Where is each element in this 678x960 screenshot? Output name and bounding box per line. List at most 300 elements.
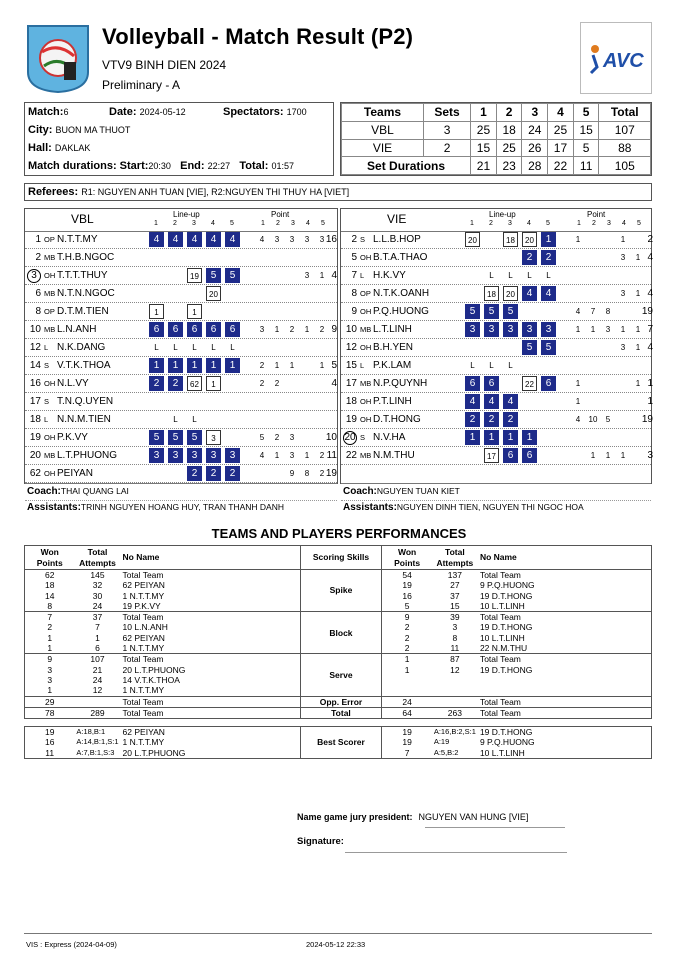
set-point-value: 10 bbox=[588, 415, 598, 424]
player-number: 20 bbox=[29, 450, 41, 461]
lineup-cell: 1 bbox=[225, 358, 240, 373]
lineup-cell: 1 bbox=[484, 430, 499, 445]
lineup-cell: 1 bbox=[206, 376, 221, 391]
player-row bbox=[341, 321, 651, 339]
jury-president bbox=[297, 812, 528, 823]
player-row bbox=[25, 429, 337, 447]
player-total-points: 9 bbox=[331, 324, 337, 335]
player-name-cell: 1 N.T.T.MY bbox=[121, 685, 301, 696]
lineup-cell: 1 bbox=[503, 430, 518, 445]
lineup-cell: 19 bbox=[187, 268, 202, 283]
player-name-cell: 20 L.T.PHUONG bbox=[121, 665, 301, 675]
team-name: VBL bbox=[71, 212, 94, 226]
player-total-points: 19 bbox=[641, 414, 653, 425]
attempts-header: Total Attempts bbox=[432, 546, 478, 570]
opp-error-row bbox=[25, 696, 652, 707]
sets-header-row bbox=[342, 104, 651, 122]
lineup-cells bbox=[465, 268, 570, 284]
lineup-cell: 5 bbox=[168, 430, 183, 445]
lineup-cell: 6 bbox=[465, 376, 480, 391]
avc-logo-text: AVC bbox=[603, 50, 644, 72]
player-position: MB bbox=[44, 253, 56, 262]
start-time: 20:30 bbox=[148, 161, 171, 171]
lineup-cell: 5 bbox=[503, 304, 518, 319]
player-name: H.K.VY bbox=[373, 270, 406, 281]
player-position: S bbox=[44, 361, 50, 370]
best-scorer-points: 19 bbox=[402, 737, 412, 748]
won-points-cell: 5 bbox=[382, 601, 432, 612]
lineup-cell: 5 bbox=[149, 430, 164, 445]
lineup-cell: 4 bbox=[206, 232, 221, 247]
sets-cell: 15 bbox=[573, 121, 599, 139]
player-number: 10 bbox=[29, 324, 41, 335]
lineup-cell: 6 bbox=[541, 376, 556, 391]
lineup-set-number: 1 bbox=[154, 220, 158, 227]
city-value: BUON MA THUOT bbox=[55, 125, 131, 135]
performance-title: TEAMS AND PLAYERS PERFORMANCES bbox=[211, 526, 467, 541]
won-points-cell: 16 bbox=[402, 590, 412, 601]
player-position: L bbox=[44, 415, 49, 424]
lineup-cell: L bbox=[546, 271, 551, 280]
player-number: 1 bbox=[35, 234, 41, 245]
sets-cell: VBL bbox=[342, 121, 424, 139]
roster-header bbox=[341, 209, 651, 231]
player-position: MB bbox=[360, 325, 372, 334]
player-position: OP bbox=[44, 235, 55, 244]
coach-name: THAI QUANG LAI bbox=[60, 486, 129, 496]
set-point-value: 3 bbox=[304, 271, 310, 280]
jury-value: NGUYEN VAN HUNG [VIE] bbox=[418, 812, 529, 822]
attempts-cell bbox=[74, 696, 120, 707]
lineup-cell: 20 bbox=[465, 232, 480, 247]
won-points-cell: 62 bbox=[25, 570, 75, 581]
assistants-names: TRINH NGUYEN HOANG HUY, TRAN THANH DANH bbox=[80, 502, 284, 512]
lineup-cell: 1 bbox=[187, 358, 202, 373]
hall-label: Hall: bbox=[28, 142, 52, 154]
player-number: 15 bbox=[345, 360, 357, 371]
lineup-cells bbox=[465, 376, 570, 392]
won-points-cell: 54 bbox=[402, 570, 412, 580]
won-points-header: Won Points bbox=[382, 546, 432, 570]
player-row bbox=[341, 339, 651, 357]
jury-label: Name game jury president: bbox=[297, 812, 413, 822]
lineup-cell: 3 bbox=[484, 322, 499, 337]
team-name: VIE bbox=[387, 212, 407, 226]
attempts-cell: 87 bbox=[450, 654, 460, 665]
attempts-cell: 32 bbox=[92, 580, 103, 591]
set-point-value: 3 bbox=[620, 253, 626, 262]
attempts-cell: 1 bbox=[95, 632, 100, 643]
attempts-cell: 21 bbox=[92, 664, 103, 675]
set-point-value: 3 bbox=[289, 235, 295, 244]
point-set-number: 2 bbox=[276, 220, 280, 227]
player-total-points: 1 bbox=[647, 378, 653, 389]
player-name: N.V.HA bbox=[373, 432, 406, 443]
won-points-cell: 1 bbox=[25, 685, 75, 696]
scoring-skill-label: Serve bbox=[300, 654, 382, 696]
player-name: N.T.T.MY bbox=[57, 234, 98, 245]
player-name-cell: 10 L.T.LINH bbox=[478, 633, 652, 643]
player-row bbox=[25, 357, 337, 375]
won-points-cell: 78 bbox=[25, 707, 75, 718]
point-set-number: 2 bbox=[592, 220, 596, 227]
scoring-skill-label: Total bbox=[300, 707, 382, 718]
player-number: 7 bbox=[351, 270, 357, 281]
player-number: 9 bbox=[351, 306, 357, 317]
set-point-value: 4 bbox=[575, 415, 581, 424]
assistants-divider bbox=[341, 500, 651, 501]
set-point-value: 1 bbox=[635, 253, 641, 262]
won-points-cell: 1 bbox=[25, 643, 75, 654]
lineup-cells bbox=[149, 340, 254, 356]
won-points-cell: 64 bbox=[382, 707, 432, 718]
player-name-cell: Total Team bbox=[121, 696, 301, 707]
lineup-cell: 5 bbox=[206, 268, 221, 283]
player-name-cell: Total Team bbox=[478, 654, 652, 665]
sets-cell: VIE bbox=[342, 139, 424, 157]
player-name: N.N.M.TIEN bbox=[57, 414, 111, 425]
point-set-number: 1 bbox=[577, 220, 581, 227]
player-position: L bbox=[360, 361, 365, 370]
sets-header-cell: Sets bbox=[424, 104, 471, 122]
set-point-value: 4 bbox=[575, 307, 581, 316]
player-row bbox=[341, 375, 651, 393]
player-row bbox=[341, 267, 651, 285]
player-number: 19 bbox=[345, 414, 357, 425]
sets-cell: 2 bbox=[424, 139, 471, 157]
lineup-cell: 2 bbox=[225, 466, 240, 481]
player-number: 14 bbox=[29, 360, 41, 371]
point-set-number: 5 bbox=[321, 220, 325, 227]
lineup-cell: L bbox=[192, 415, 197, 424]
player-number: 2 bbox=[351, 234, 357, 245]
coach-divider bbox=[341, 483, 651, 484]
best-scorer-name: 9 P.Q.HUONG bbox=[478, 737, 652, 747]
lineup-cell: 6 bbox=[484, 376, 499, 391]
lineup-cells bbox=[465, 322, 570, 338]
set-point-value: 1 bbox=[274, 361, 280, 370]
player-position: MB bbox=[360, 379, 372, 388]
assistants-line bbox=[343, 502, 584, 513]
total-label: Total: bbox=[239, 160, 269, 172]
match-info-box bbox=[24, 102, 334, 176]
set-point-value: 1 bbox=[635, 289, 641, 298]
lineup-cell: 1 bbox=[541, 232, 556, 247]
player-name: T.T.T.THUY bbox=[57, 270, 108, 281]
player-position: S bbox=[360, 433, 366, 442]
best-scorer-points: 16 bbox=[25, 737, 75, 747]
page-title: Volleyball - Match Result (P2) bbox=[102, 24, 414, 49]
won-points-cell: 2 bbox=[382, 643, 432, 654]
player-row bbox=[341, 447, 651, 465]
player-name-cell: 19 D.T.HONG bbox=[478, 665, 652, 675]
player-total-points: 7 bbox=[647, 324, 653, 335]
won-points-cell: 2 bbox=[25, 622, 75, 632]
player-total-points: 4 bbox=[647, 288, 653, 299]
best-scorer-points: 19 bbox=[25, 727, 75, 738]
won-points-cell: 3 bbox=[25, 675, 75, 685]
sets-cell: 26 bbox=[522, 139, 548, 157]
set-duration-cell: 21 bbox=[471, 157, 497, 175]
attempts-cell: 37 bbox=[92, 612, 103, 623]
assistants-line bbox=[27, 502, 284, 513]
performance-header-row bbox=[25, 546, 652, 570]
attempts-cell bbox=[432, 685, 478, 696]
set-point-value: 5 bbox=[259, 433, 265, 442]
set-point-value: 3 bbox=[289, 451, 295, 460]
set-point-value: 8 bbox=[605, 307, 611, 316]
lineup-cell: L bbox=[508, 361, 513, 370]
best-scorer-breakdown: A:7,B:1,S:3 bbox=[74, 748, 120, 759]
spacer-cell bbox=[25, 719, 652, 727]
player-name: P.K.VY bbox=[57, 432, 88, 443]
lineup-cell: L bbox=[230, 343, 235, 352]
won-points-cell: 29 bbox=[25, 696, 75, 707]
player-position: OH bbox=[360, 343, 372, 352]
scoring-skill-label: Block bbox=[300, 612, 382, 654]
player-position: OH bbox=[44, 271, 56, 280]
player-name: P.T.LINH bbox=[373, 396, 412, 407]
best-scorer-name: 1 N.T.T.MY bbox=[121, 737, 301, 747]
sets-cell: 5 bbox=[573, 139, 599, 157]
scoring-skill-label: Spike bbox=[300, 570, 382, 612]
set-point-value: 3 bbox=[620, 343, 626, 352]
best-scorer-name: 62 PEIYAN bbox=[121, 727, 301, 738]
player-number: 2 bbox=[35, 252, 41, 263]
lineup-set-number: 2 bbox=[489, 220, 493, 227]
set-point-value: 1 bbox=[635, 343, 641, 352]
player-total-points: 11 bbox=[326, 450, 337, 461]
player-name: B.H.YEN bbox=[373, 342, 414, 353]
player-number: 12 bbox=[29, 342, 41, 353]
won-points-cell: 1 bbox=[404, 654, 410, 665]
player-position: L bbox=[360, 271, 365, 280]
lineup-cell: 3 bbox=[225, 448, 240, 463]
player-name-cell bbox=[478, 675, 652, 685]
set-point-value: 2 bbox=[289, 325, 295, 334]
best-scorer-points: 7 bbox=[382, 748, 432, 759]
set-point-value: 2 bbox=[274, 379, 280, 388]
match-phase: Preliminary - A bbox=[102, 78, 181, 92]
attempts-cell: 11 bbox=[432, 643, 478, 654]
match-number: 6 bbox=[63, 107, 69, 117]
footer-divider bbox=[24, 933, 652, 934]
coach-name: NGUYEN TUAN KIET bbox=[376, 486, 460, 496]
lineup-cell: 1 bbox=[149, 304, 164, 319]
assistants-label: Assistants: bbox=[343, 502, 397, 513]
lineup-cell: 3 bbox=[541, 322, 556, 337]
player-name-cell: 62 PEIYAN bbox=[121, 633, 301, 643]
lineup-set-number: 1 bbox=[470, 220, 474, 227]
player-number: 20 bbox=[344, 432, 356, 443]
end-time: 22:27 bbox=[207, 161, 231, 171]
lineup-cells bbox=[149, 250, 254, 266]
attempts-cell: 107 bbox=[90, 654, 105, 665]
lineup-set-number: 3 bbox=[192, 220, 196, 227]
lineup-header-label: Line-up bbox=[489, 210, 516, 219]
lineup-cell: 5 bbox=[225, 268, 240, 283]
tournament-name: VTV9 BINH DIEN 2024 bbox=[102, 58, 227, 72]
point-set-number: 5 bbox=[637, 220, 641, 227]
player-name-cell: Total Team bbox=[121, 654, 301, 665]
player-name-cell bbox=[478, 685, 652, 696]
set-point-value: 1 bbox=[575, 235, 581, 244]
attempts-cell: 12 bbox=[74, 685, 120, 696]
sets-cell: 3 bbox=[424, 121, 471, 139]
attempts-cell bbox=[432, 696, 478, 707]
lineup-set-number: 5 bbox=[230, 220, 234, 227]
lineup-cell: 1 bbox=[522, 430, 537, 445]
player-row bbox=[25, 321, 337, 339]
point-set-number: 4 bbox=[622, 220, 626, 227]
lineup-cells bbox=[465, 250, 570, 266]
sets-header-cell: Total bbox=[599, 104, 651, 122]
set-point-value: 1 bbox=[274, 451, 280, 460]
set-point-value: 1 bbox=[635, 325, 641, 334]
lineup-cell: 2 bbox=[168, 376, 183, 391]
lineup-cell: 2 bbox=[187, 466, 202, 481]
player-row bbox=[341, 357, 651, 375]
player-total-points: 10 bbox=[325, 432, 337, 443]
lineup-cell: 6 bbox=[503, 448, 518, 463]
lineup-cells bbox=[149, 268, 254, 284]
player-name: N.M.THU bbox=[373, 450, 415, 461]
set-point-value: 9 bbox=[289, 469, 295, 478]
player-name: T.H.B.NGOC bbox=[57, 252, 115, 263]
lineup-cell: 1 bbox=[465, 430, 480, 445]
attempts-cell: 24 bbox=[74, 601, 120, 612]
attempts-cell: 289 bbox=[74, 707, 120, 718]
won-points-header: Won Points bbox=[25, 546, 75, 570]
lineup-cell: 6 bbox=[522, 448, 537, 463]
lineup-cell: 62 bbox=[187, 376, 202, 391]
won-points-cell: 3 bbox=[25, 665, 75, 675]
player-row bbox=[341, 285, 651, 303]
won-points-cell: 9 bbox=[404, 612, 410, 623]
won-points-cell: 9 bbox=[25, 654, 75, 665]
player-position: MB bbox=[44, 325, 56, 334]
player-name: L.L.B.HOP bbox=[373, 234, 421, 245]
sets-header-cell: 2 bbox=[496, 104, 522, 122]
lineup-cells bbox=[149, 286, 254, 302]
player-number: 6 bbox=[35, 288, 41, 299]
attempts-cell: 263 bbox=[432, 707, 478, 718]
player-name-cell: 14 V.T.K.THOA bbox=[121, 675, 301, 685]
performance-row bbox=[25, 654, 652, 665]
coach-line bbox=[27, 486, 129, 497]
city-label: City: bbox=[28, 124, 53, 136]
lineup-cells bbox=[149, 322, 254, 338]
set-point-value: 1 bbox=[590, 451, 596, 460]
point-set-number: 1 bbox=[261, 220, 265, 227]
set-duration-cell: 28 bbox=[522, 157, 548, 175]
coach-divider bbox=[25, 483, 337, 484]
player-name: N.P.QUYNH bbox=[373, 378, 428, 389]
coach-label: Coach: bbox=[27, 486, 61, 497]
performance-row bbox=[25, 612, 652, 623]
set-point-value: 3 bbox=[259, 325, 265, 334]
lineup-cell: 3 bbox=[522, 322, 537, 337]
lineup-cells bbox=[465, 232, 570, 248]
best-scorer-points: 11 bbox=[25, 748, 75, 759]
won-points-cell: 1 bbox=[25, 633, 75, 643]
lineup-cell: 4 bbox=[522, 286, 537, 301]
set-duration-cell: 11 bbox=[573, 157, 599, 175]
lineup-cell: L bbox=[154, 343, 159, 352]
lineup-cells bbox=[465, 304, 570, 320]
lineup-cell: 5 bbox=[541, 340, 556, 355]
sets-header-cell: 1 bbox=[471, 104, 497, 122]
player-name: L.T.PHUONG bbox=[57, 450, 118, 461]
player-row bbox=[25, 411, 337, 429]
player-name-cell: 62 PEIYAN bbox=[121, 580, 301, 590]
won-points-cell: 8 bbox=[25, 601, 75, 612]
date-label: Date: bbox=[109, 106, 137, 118]
player-name-cell: Total Team bbox=[478, 707, 652, 718]
player-total-points: 3 bbox=[647, 450, 653, 461]
lineup-cell: 22 bbox=[522, 376, 537, 391]
lineup-cell: L bbox=[173, 343, 178, 352]
lineup-cell: 2 bbox=[465, 412, 480, 427]
lineup-cells bbox=[149, 304, 254, 320]
set-point-value: 1 bbox=[319, 271, 325, 280]
player-row bbox=[25, 393, 337, 411]
lineup-cell: 2 bbox=[522, 250, 537, 265]
player-number: 8 bbox=[35, 306, 41, 317]
lineup-cell: 1 bbox=[149, 358, 164, 373]
point-set-number: 3 bbox=[291, 220, 295, 227]
lineup-cells bbox=[149, 358, 254, 374]
spacer-row bbox=[25, 719, 652, 727]
won-points-cell: 7 bbox=[25, 612, 75, 623]
performance-row bbox=[25, 570, 652, 581]
lineup-cells bbox=[149, 394, 254, 410]
spectators-value: 1700 bbox=[286, 107, 307, 117]
player-number: 18 bbox=[29, 414, 41, 425]
attempts-cell: 3 bbox=[452, 622, 458, 633]
set-point-value: 2 bbox=[274, 433, 280, 442]
player-row bbox=[25, 465, 337, 483]
best-scorer-breakdown: A:19 bbox=[433, 737, 450, 747]
set-point-value: 1 bbox=[575, 397, 581, 406]
lineup-cell: 2 bbox=[149, 376, 164, 391]
player-name-cell: Total Team bbox=[478, 696, 652, 707]
coach-label: Coach: bbox=[343, 486, 377, 497]
attempts-cell: 6 bbox=[74, 643, 120, 654]
player-total-points: 5 bbox=[331, 360, 337, 371]
attempts-cell: 27 bbox=[450, 580, 460, 591]
won-points-cell bbox=[382, 675, 432, 685]
lineup-set-number: 2 bbox=[173, 220, 177, 227]
set-point-value: 1 bbox=[289, 361, 295, 370]
attempts-cell: 15 bbox=[432, 601, 478, 612]
player-row bbox=[341, 429, 651, 447]
player-name: PEIYAN bbox=[57, 468, 93, 479]
player-name: N.K.DANG bbox=[57, 342, 106, 353]
attempts-cell: 8 bbox=[452, 632, 458, 643]
player-row bbox=[25, 303, 337, 321]
lineup-cell: L bbox=[508, 271, 513, 280]
lineup-cells bbox=[149, 448, 254, 464]
player-row bbox=[341, 303, 651, 321]
attempts-cell: 137 bbox=[447, 570, 462, 580]
set-point-value: 1 bbox=[274, 325, 280, 334]
player-name: T.N.Q.UYEN bbox=[57, 396, 114, 407]
lineup-cells bbox=[465, 430, 570, 446]
best-scorer-name: 19 D.T.HONG bbox=[478, 727, 652, 738]
player-position: S bbox=[44, 397, 50, 406]
lineup-cells bbox=[465, 448, 570, 464]
